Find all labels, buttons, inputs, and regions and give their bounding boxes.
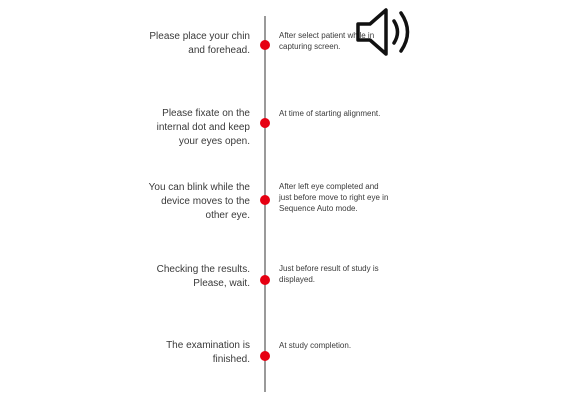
timeline-dot xyxy=(260,351,270,361)
timeline-step-3 xyxy=(0,173,570,243)
step-message: The examination is finished. xyxy=(166,340,250,365)
step-message: You can blink while the device moves to the other eye. xyxy=(148,182,250,221)
step-message: Please place your chin and forehead. xyxy=(149,31,250,56)
timeline-step-1 xyxy=(0,18,570,88)
speaker-volume-icon[interactable] xyxy=(352,4,422,60)
step-message: Checking the results. Please, wait. xyxy=(156,264,250,289)
timeline-dot xyxy=(260,275,270,285)
step-message: Please fixate on the internal dot and keep your eyes open. xyxy=(156,108,250,147)
step-timing: Just before result of study is displayed. xyxy=(279,264,379,284)
step-timing: After select patient while in capturing screen. xyxy=(279,31,375,51)
timeline-dot xyxy=(260,195,270,205)
timeline-dot xyxy=(260,40,270,50)
timeline-step-5 xyxy=(0,330,570,400)
step-timing: After left eye completed and just before move to right eye in Sequence Auto mode. xyxy=(279,182,389,213)
step-timing: At time of starting alignment. xyxy=(279,109,381,118)
timeline-step-4 xyxy=(0,254,570,324)
timeline-step-2 xyxy=(0,95,570,165)
step-timing: At study completion. xyxy=(279,341,352,350)
timeline-dot xyxy=(260,118,270,128)
